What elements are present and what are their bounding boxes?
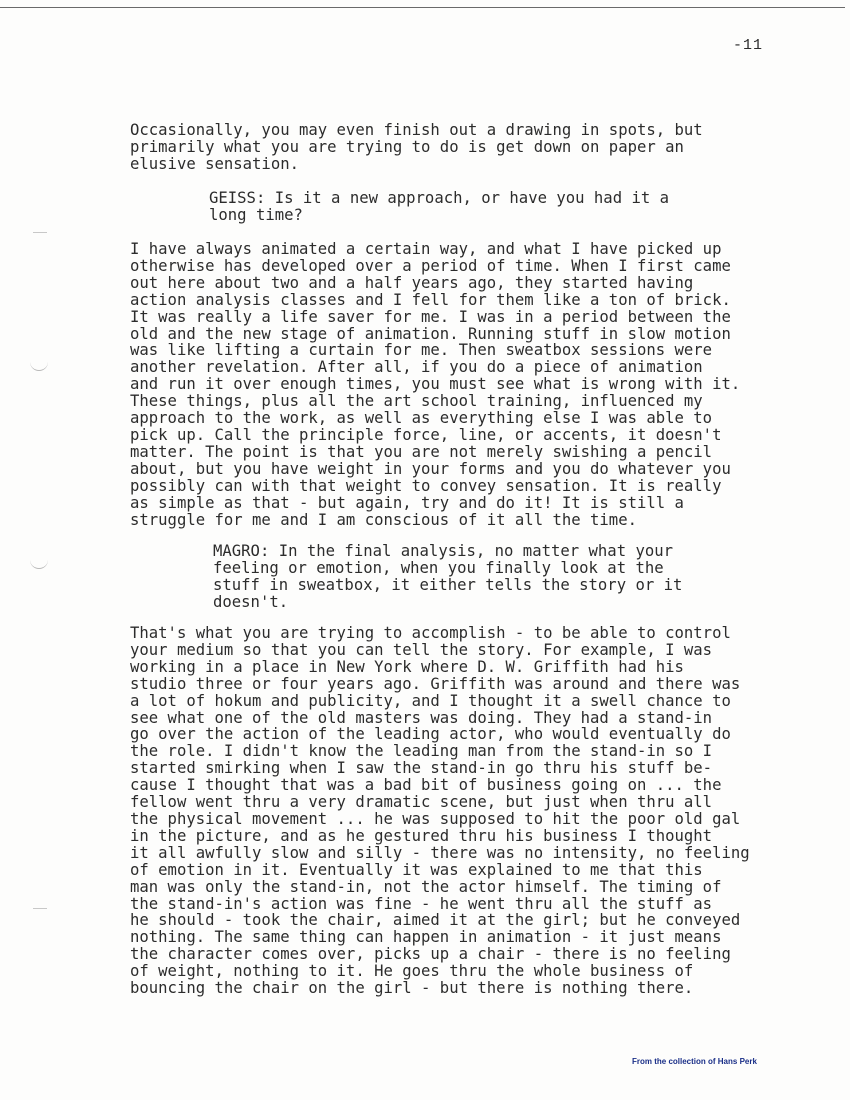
quote-geiss: GEISS: Is it a new approach, or have you had it a long time?	[209, 189, 670, 224]
punch-hole-mark	[30, 358, 48, 371]
paragraph-answer-approach: I have always animated a certain way, and what I have picked up otherwise has developed over a period of time. When I first came out here about two and a half years ago, they started having action analysis classes and I fell for them like a ton of brick. It was really a life saver for me. I was in a period between the old and the new stage of animation. Running stuff in slow motion was like lifting a curtain for me. Then sweatbox sessions were another revelation. After all, if you do a piece of animation and run it over enough times, you must see what is wrong with it. These things, plus all the art school training, influenced my approach to the work, as well as everything else I was able to pick up. Call the principle force, line, or accents, it doesn't matter. The point is that you are not merely swishing a pencil about, but you have weight in your forms and you do whatever you possibly can with that weight to convey sensation. It is really as simple as that - but again, try and do it! It is still a struggle for me and I am conscious of it all the time.	[130, 240, 741, 529]
paragraph-intro: Occasionally, you may even finish out a drawing in spots, but primarily what you are trying to do is get down on paper an elusive sensation.	[130, 121, 703, 173]
margin-mark	[33, 232, 47, 233]
top-edge-line	[0, 7, 845, 8]
punch-hole-mark	[30, 556, 48, 569]
quote-magro: MAGRO: In the final analysis, no matter what your feeling or emotion, when you finally look at the stuff in sweatbox, it either tells the story or it doesn't.	[213, 542, 683, 611]
collection-credit: From the collection of Hans Perk	[632, 1057, 757, 1066]
paragraph-answer-story: That's what you are trying to accomplish - to be able to control your medium so that you can tell the story. For example, I was working in a place in New York where D. W. Griffith had his studio three or four years ago. Griffith was around and there was a lot of hokum and publicity, and I thought it a swell chance to see what one of the old masters was doing. They had a stand-in go over the action of the leading actor, who would eventually do the role. I didn't know the leading man from the stand-in so I started smirking when I saw the stand-in go thru his stuff be- cause I thought that was a bad bit of business going on ... the fellow went thru a very dramatic scene, but just when thru all the physical movement ... he was supposed to hit the poor old gal in the picture, and as he gestured thru his business I thought it all awfully slow and silly - there was no intensity, no feeling of emotion in it. Eventually it was explained to me that this man was only the stand-in, not the actor himself. The timing of the stand-in's action was fine - he went thru all the stuff as he should - took the chair, aimed it at the girl; but he conveyed nothing. The same thing can happen in animation - it just means the character comes over, picks up a chair - there is no feeling of weight, nothing to it. He goes thru the whole business of bouncing the chair on the girl - but there is nothing there.	[130, 624, 750, 998]
margin-mark	[33, 908, 47, 909]
page-number: -11	[733, 37, 764, 54]
